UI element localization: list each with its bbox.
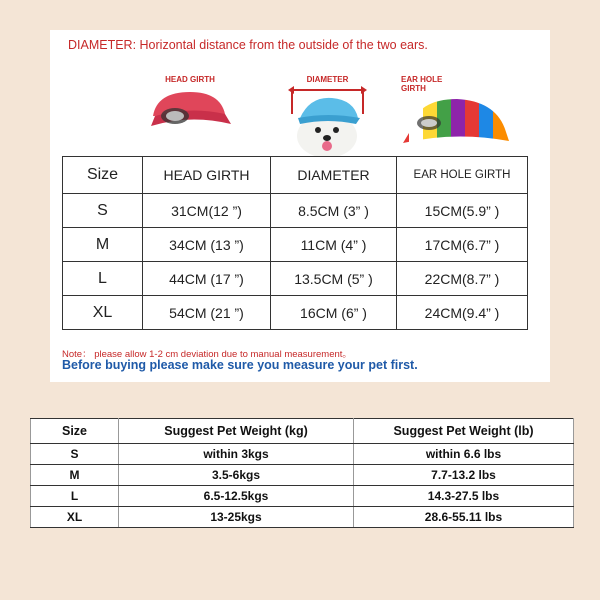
deviation-note: Note： please allow 1-2 cm deviation due to manual measurement。 (62, 349, 352, 360)
weight-lb-cell: 28.6-55.11 lbs (354, 507, 574, 528)
weight-kg-cell: 13-25kgs (119, 507, 354, 528)
ear-hole-label-line1: EAR HOLE (401, 75, 443, 84)
size-table-header: DIAMETER (271, 157, 397, 194)
head-girth-cell: 31CM(12 ”) (143, 194, 271, 228)
size-cell: S (63, 194, 143, 228)
size-table-row (63, 296, 528, 330)
size-cell: L (63, 262, 143, 296)
weight-table-header: Suggest Pet Weight (lb) (354, 419, 574, 444)
size-cell: M (31, 465, 119, 486)
weight-lb-cell: 14.3-27.5 lbs (354, 486, 574, 507)
striped-cap-image (395, 93, 515, 153)
ear-hole-girth-cell: 24CM(9.4” ) (397, 296, 528, 330)
weight-kg-cell: within 3kgs (119, 444, 354, 465)
weight-table-header: Size (31, 419, 119, 444)
weight-lb-cell: within 6.6 lbs (354, 444, 574, 465)
weight-table-header-row (31, 419, 574, 444)
weight-table-row (31, 465, 574, 486)
ear-hole-label-line2: GIRTH (401, 84, 426, 93)
size-table-row (63, 228, 528, 262)
head-girth-cell: 34CM (13 ”) (143, 228, 271, 262)
diameter-figure (280, 75, 375, 155)
size-cell: XL (31, 507, 119, 528)
size-cell: XL (63, 296, 143, 330)
size-table-row (63, 194, 528, 228)
measure-advice: Before buying please make sure you measure your pet first. (62, 358, 418, 372)
head-girth-label: HEAD GIRTH (165, 75, 215, 84)
size-cell: M (63, 228, 143, 262)
weight-kg-cell: 3.5-6kgs (119, 465, 354, 486)
diameter-definition: DIAMETER: Horizontal distance from the outside of the two ears. (68, 38, 428, 52)
weight-table-row (31, 507, 574, 528)
ear-hole-girth-label (395, 75, 515, 93)
size-table (62, 156, 528, 330)
diameter-cell: 16CM (6” ) (271, 296, 397, 330)
ear-hole-girth-cell: 17CM(6.7” ) (397, 228, 528, 262)
size-cell: L (31, 486, 119, 507)
head-girth-figure (145, 75, 235, 135)
weight-lb-cell: 7.7-13.2 lbs (354, 465, 574, 486)
head-girth-cell: 54CM (21 ”) (143, 296, 271, 330)
head-girth-cell: 44CM (17 ”) (143, 262, 271, 296)
diameter-label: DIAMETER (306, 75, 349, 84)
dog-with-cap-image (280, 84, 375, 156)
diameter-cell: 8.5CM (3” ) (271, 194, 397, 228)
size-table-row (63, 262, 528, 296)
size-chart-card (50, 30, 550, 382)
size-table-header-row (63, 157, 528, 194)
size-table-header: HEAD GIRTH (143, 157, 271, 194)
size-table-header: Size (63, 157, 143, 194)
weight-table (30, 418, 574, 528)
ear-hole-girth-cell: 15CM(5.9” ) (397, 194, 528, 228)
weight-table-row (31, 486, 574, 507)
size-table-header: EAR HOLE GIRTH (397, 157, 528, 194)
ear-hole-girth-figure (395, 75, 515, 155)
diameter-cell: 11CM (4” ) (271, 228, 397, 262)
weight-table-row (31, 444, 574, 465)
ear-hole-girth-cell: 22CM(8.7” ) (397, 262, 528, 296)
red-cap-image (145, 84, 235, 134)
diameter-cell: 13.5CM (5” ) (271, 262, 397, 296)
weight-table-header: Suggest Pet Weight (kg) (119, 419, 354, 444)
weight-kg-cell: 6.5-12.5kgs (119, 486, 354, 507)
size-cell: S (31, 444, 119, 465)
